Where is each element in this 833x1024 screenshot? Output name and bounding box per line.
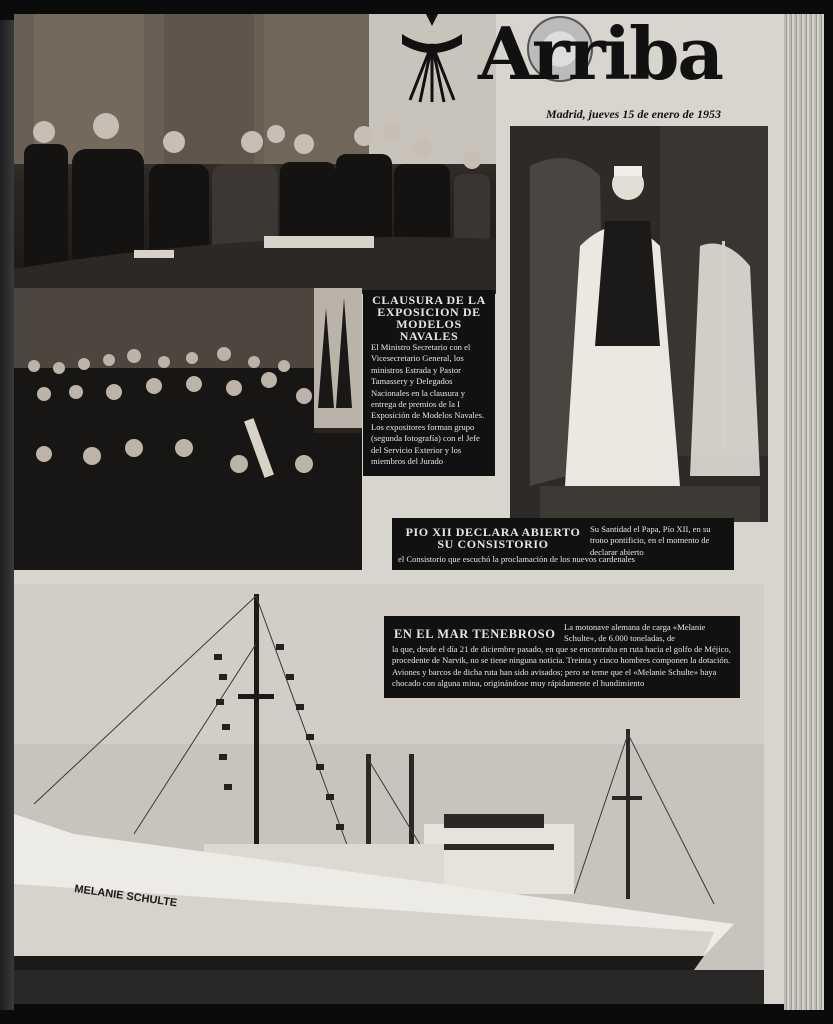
caption-pio-title: PIO XII DECLARA ABIERTO SU CONSISTORIO xyxy=(405,525,581,551)
caption-exposicion-body: El Ministro Secretario con el Vicesecretario General, los ministros Estrada y Pastor Tamassery y Delegados Nacionales en la clausura y entrega de premios de la I Exposición de Modelos Navales. Los expositores forman grupo (segunda fotografía) con el Jefe del Servicio Exterior y los miembros del Jurado xyxy=(371,342,485,467)
bound-pages-edge xyxy=(784,14,824,1010)
caption-mar-body-right: La motonave alemana de carga «Melanie Schulte», de 6.000 toneladas, de xyxy=(564,622,706,644)
caption-exposicion xyxy=(363,290,495,476)
caption-mar-body-bottom: la que, desde el día 21 de diciembre pasado, en que se encontraba en ruta hacia el golfo de Méjico, procedente de Narvik, no se tiene ninguna noticia. Treinta y cinco hombres componen la dotación. Aviones y barcos de dicha ruta han sido avisados; pero se teme que el «Melanie Schulte» haya chocado con alguna mina, originándose muy rápidamente el hundimiento xyxy=(392,644,731,689)
caption-exposicion-title: CLAUSURA DE LA EXPOSICION DE MODELOS NAVALES xyxy=(372,293,486,343)
ship-hull-name: MELANIE SCHULTE xyxy=(73,883,178,910)
photo-exhibitors-group xyxy=(14,288,362,570)
yoke-and-arrows-icon xyxy=(396,14,468,104)
caption-mar-tenebroso xyxy=(384,616,740,698)
caption-pio-xii xyxy=(392,518,734,570)
caption-pio-body-bottom: el Consistorio que escuchó la proclamación de los nuevos cardenales xyxy=(398,554,635,564)
masthead-date: Madrid, jueves 15 de enero de 1953 xyxy=(546,107,721,121)
binding-gutter xyxy=(0,20,14,1010)
caption-pio-body-right: Su Santidad el Papa, Pío XII, en su trono pontificio, en el momento de declarar abierto xyxy=(590,524,711,557)
caption-mar-title: EN EL MAR TENEBROSO xyxy=(394,627,556,641)
photo-pope-pius-xii xyxy=(510,126,768,522)
masthead-title: Arriba xyxy=(478,11,723,96)
